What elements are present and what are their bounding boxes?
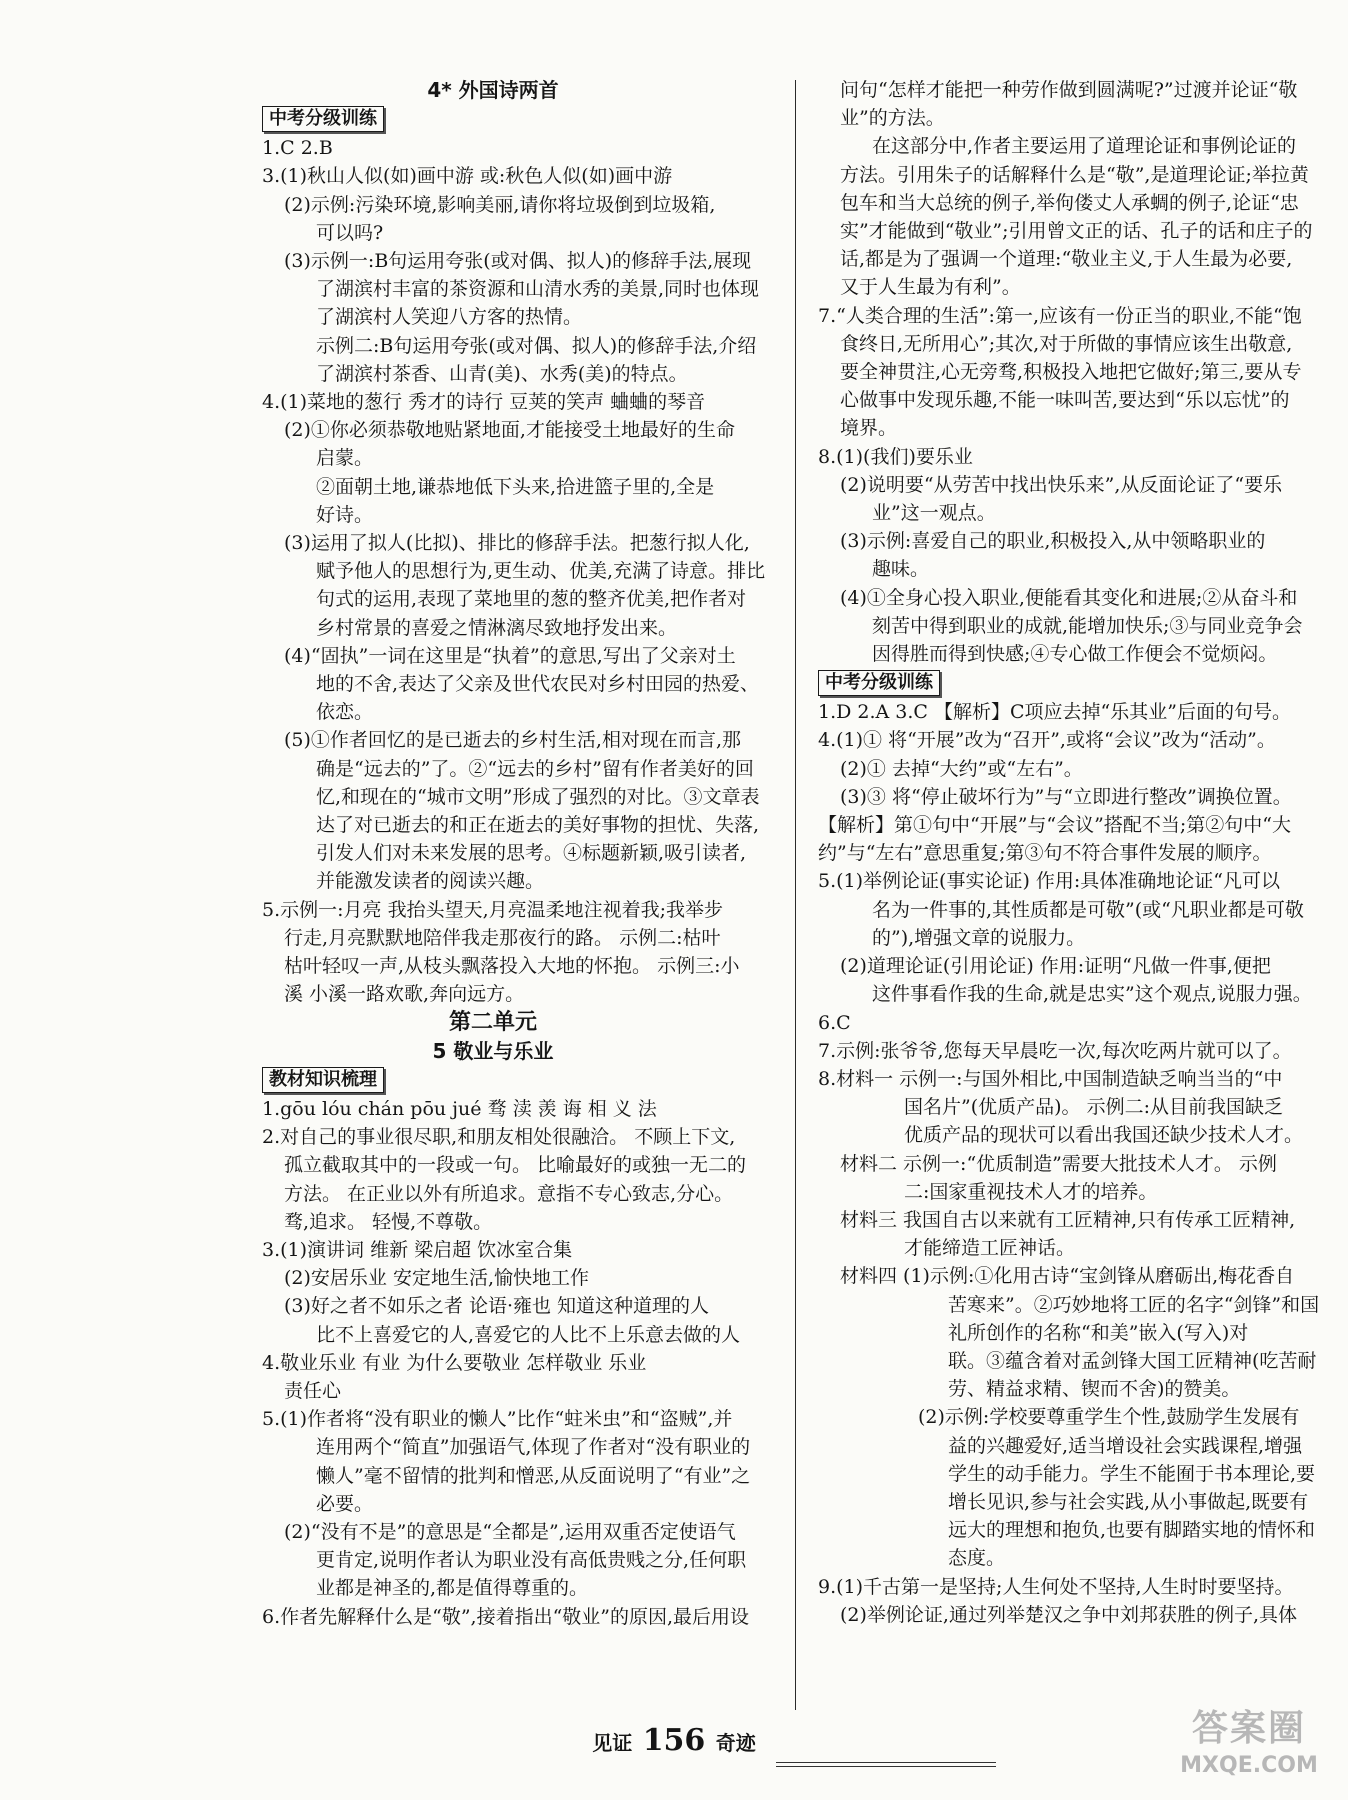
answer-line: (4)“固执”一词在这里是“执着”的意思,写出了父亲对土 bbox=[284, 644, 736, 667]
answer-line: 1.D 2.A 3.C 【解析】C项应去掉“乐其业”后面的句号。 bbox=[818, 701, 1291, 724]
answer-line: 可以吗? bbox=[316, 221, 384, 244]
answer-line: 增长见识,参与社会实践,从小事做起,既要有 bbox=[948, 1490, 1309, 1513]
section-tag-textbook-knowledge: 教材知识梳理 bbox=[262, 1067, 384, 1093]
answer-line: 责任心 bbox=[284, 1379, 342, 1402]
answer-line: 材料二 示例一:“优质制造”需要大批技术人才。 示例 bbox=[840, 1152, 1277, 1175]
answer-line: 5.(1)作者将“没有职业的懒人”比作“蛀米虫”和“盗贼”,并 bbox=[262, 1408, 733, 1431]
answer-line: 材料四 (1)示例:①化用古诗“宝剑锋从磨砺出,梅花香自 bbox=[840, 1265, 1295, 1288]
answer-line: 3.(1)演讲词 维新 梁启超 饮冰室合集 bbox=[262, 1238, 573, 1261]
watermark-url: MXQE.COM bbox=[1180, 1753, 1318, 1778]
answer-line: 益的兴趣爱好,适当增设社会实践课程,增强 bbox=[948, 1434, 1303, 1457]
answer-line: 6.作者先解释什么是“敬”,接着指出“敬业”的原因,最后用设 bbox=[262, 1605, 750, 1628]
answer-line: 4.敬业乐业 有业 为什么要敬业 怎样敬业 乐业 bbox=[262, 1351, 647, 1374]
answer-line: 引发人们对未来发展的思考。④标题新颖,吸引读者, bbox=[316, 842, 747, 865]
answer-line: (4)①全身心投入职业,便能看其变化和进展;②从奋斗和 bbox=[840, 586, 1298, 609]
answer-line: 2.对自己的事业很尽职,和朋友相处很融洽。 不顾上下文, bbox=[262, 1126, 736, 1149]
answer-line: 趣味。 bbox=[872, 558, 930, 581]
answer-line: (2)道理论证(引用论证) 作用:证明“凡做一件事,便把 bbox=[840, 955, 1271, 978]
answer-line: 启蒙。 bbox=[316, 447, 374, 470]
answer-line: 乡村常景的喜爱之情淋漓尽致地抒发出来。 bbox=[316, 616, 678, 639]
answer-line: 行走,月亮默默地陪伴我走那夜行的路。 示例二:枯叶 bbox=[284, 926, 721, 949]
answer-line: 6.C bbox=[818, 1011, 851, 1034]
answer-line: (5)①作者回忆的是已逝去的乡村生活,相对现在而言,那 bbox=[284, 729, 741, 752]
answer-line: (2)说明要“从劳苦中找出快乐来”,从反面论证了“要乐 bbox=[840, 473, 1283, 496]
answer-line: 要全神贯注,心无旁骛,积极投入地把它做好;第三,要从专 bbox=[840, 361, 1302, 384]
answer-line: 必要。 bbox=[316, 1492, 374, 1515]
answer-line: 约”与“左右”意思重复;第③句不符合事件发展的顺序。 bbox=[818, 842, 1272, 865]
answer-line: 在这部分中,作者主要运用了道理论证和事例论证的 bbox=[872, 135, 1297, 158]
left-column bbox=[262, 76, 766, 1631]
answer-line: 这件事看作我的生命,就是忠实”这个观点,说服力强。 bbox=[872, 983, 1312, 1006]
answer-line: 远大的理想和抱负,也要有脚踏实地的情怀和 bbox=[948, 1519, 1316, 1542]
answer-line: 赋予他人的思想行为,更生动、优美,充满了诗意。排比 bbox=[316, 560, 766, 583]
right-column bbox=[818, 76, 1344, 1629]
answer-line: 方法。引用朱子的话解释什么是“敬”,是道理论证;举拉黄 bbox=[840, 163, 1309, 186]
answer-line: 示例二:B句运用夸张(或对偶、拟人)的修辞手法,介绍 bbox=[316, 334, 757, 357]
answer-line: 5.示例一:月亮 我抬头望天,月亮温柔地注视着我;我举步 bbox=[262, 898, 724, 921]
answer-line: 骛,追求。 轻慢,不尊敬。 bbox=[284, 1210, 493, 1233]
footer-brand-right: 奇迹 bbox=[715, 1731, 756, 1755]
answer-line: 确是“远去的”了。②“远去的乡村”留有作者美好的回 bbox=[316, 757, 754, 780]
answer-line: 了湖滨村丰富的茶资源和山清水秀的美景,同时也体现 bbox=[316, 278, 760, 301]
answer-line: 孤立截取其中的一段或一句。 比喻最好的或独一无二的 bbox=[284, 1154, 747, 1177]
answer-line: 7.“人类合理的生活”:第一,应该有一份正当的职业,不能“饱 bbox=[818, 304, 1302, 327]
answer-line: 忆,和现在的“城市文明”形成了强烈的对比。③文章表 bbox=[316, 785, 760, 808]
answer-line: 业都是神圣的,都是值得尊重的。 bbox=[316, 1577, 589, 1600]
answer-line: 优质产品的现状可以看出我国还缺少技术人才。 bbox=[904, 1124, 1304, 1147]
answer-line: (2)举例论证,通过列举楚汉之争中刘邦获胜的例子,具体 bbox=[840, 1603, 1297, 1626]
watermark-text: 答案圈 bbox=[1191, 1708, 1306, 1749]
answer-line: 了湖滨村茶香、山青(美)、水秀(美)的特点。 bbox=[316, 362, 688, 385]
answer-line: 食终日,无所用心”;其次,对于所做的事情应该生出敬意, bbox=[840, 332, 1293, 355]
answer-line: 业”这一观点。 bbox=[872, 502, 996, 525]
lesson-title: 5 敬业与乐业 bbox=[432, 1038, 554, 1063]
answer-line: (3)运用了拟人(比拟)、排比的修辞手法。把葱行拟人化, bbox=[284, 532, 750, 555]
answer-line: 5.(1)举例论证(事实论证) 作用:具体准确地论证“凡可以 bbox=[818, 870, 1281, 893]
answer-line: 并能激发读者的阅读兴趣。 bbox=[316, 870, 545, 893]
answer-line: 句式的运用,表现了菜地里的葱的整齐优美,把作者对 bbox=[316, 588, 747, 611]
answer-line: (2)① 去掉“大约”或“左右”。 bbox=[840, 757, 1083, 780]
answer-line: 9.(1)千古第一是坚持;人生何处不坚持,人生时时要坚持。 bbox=[818, 1575, 1294, 1598]
answer-line: 1.C 2.B bbox=[262, 137, 333, 160]
answer-line: 苦寒来”。②巧妙地将工匠的名字“剑锋”和国 bbox=[948, 1293, 1320, 1316]
answer-line: 溪 小溪一路欢歌,奔向远方。 bbox=[284, 983, 525, 1006]
answer-line: 4.(1)菜地的葱行 秀才的诗行 豆荚的笑声 蛐蛐的琴音 bbox=[262, 391, 706, 414]
answer-line: (2)示例:学校要尊重学生个性,鼓励学生发展有 bbox=[918, 1406, 1300, 1429]
answer-line: 方法。 在正业以外有所追求。意指不专心致志,分心。 bbox=[284, 1182, 734, 1205]
answer-line: 4.(1)① 将“开展”改为“召开”,或将“会议”改为“活动”。 bbox=[818, 729, 1276, 752]
answer-line: (2)安居乐业 安定地生活,愉快地工作 bbox=[284, 1267, 589, 1290]
answer-line: 7.示例:张爷爷,您每天早晨吃一次,每次吃两片就可以了。 bbox=[818, 1039, 1292, 1062]
answer-line: 又于人生最为有利”。 bbox=[840, 276, 1021, 299]
answer-line: 刻苦中得到职业的成就,能增加快乐;③与同业竞争会 bbox=[872, 614, 1303, 637]
answer-line: 8.(1)(我们)要乐业 bbox=[818, 445, 973, 468]
answer-line: 懒人”毫不留情的批判和憎恶,从反面说明了“有业”之 bbox=[316, 1464, 751, 1487]
answer-line: 心做事中发现乐趣,不能一味叫苦,要达到“乐以忘忧”的 bbox=[840, 389, 1290, 412]
answer-line: 国名片”(优质产品)。 示例二:从目前我国缺乏 bbox=[904, 1096, 1283, 1119]
answer-line: 依恋。 bbox=[316, 701, 374, 724]
answer-line: 地的不舍,表达了父亲及世代农民对乡村田园的热爱、 bbox=[316, 673, 760, 696]
section-tag-graded-training: 中考分级训练 bbox=[818, 670, 940, 696]
answer-line: (3)示例一:B句运用夸张(或对偶、拟人)的修辞手法,展现 bbox=[284, 250, 752, 273]
answer-line: (2)①你必须恭敬地贴紧地面,才能接受土地最好的生命 bbox=[284, 419, 735, 442]
answer-line: (3)③ 将“停止破坏行为”与“立即进行整改”调换位置。 bbox=[840, 785, 1292, 808]
answer-line: 更肯定,说明作者认为职业没有高低贵贱之分,任何职 bbox=[316, 1549, 747, 1572]
answer-line: ②面朝土地,谦恭地低下头来,拾进篮子里的,全是 bbox=[316, 475, 715, 498]
answer-line: 态度。 bbox=[948, 1547, 1006, 1570]
watermark-logo bbox=[1164, 1706, 1334, 1792]
unit-title: 第二单元 bbox=[448, 1009, 537, 1035]
answer-line: 8.材料一 示例一:与国外相比,中国制造缺乏响当当的“中 bbox=[818, 1067, 1283, 1090]
answer-line: 才能缔造工匠神话。 bbox=[904, 1237, 1076, 1260]
answer-line: 达了对已逝去的和正在逝去的美好事物的担忧、失落, bbox=[316, 814, 760, 837]
answer-line: (3)好之者不如乐之者 论语·雍也 知道这种道理的人 bbox=[284, 1295, 710, 1318]
answer-line: (2)“没有不是”的意思是“全都是”,运用双重否定使语气 bbox=[284, 1520, 736, 1543]
section-tag-graded-training: 中考分级训练 bbox=[262, 106, 384, 132]
poem-title: 4* 外国诗两首 bbox=[427, 78, 559, 102]
answer-line: 了湖滨村人笑迎八方客的热情。 bbox=[316, 306, 583, 329]
footer-brand-left: 见证 bbox=[592, 1731, 633, 1755]
answer-line: 1.gōu lóu chán pōu jué 骛 渎 羡 诲 相 义 法 bbox=[262, 1097, 657, 1120]
answer-line: 材料三 我国自古以来就有工匠精神,只有传承工匠精神, bbox=[840, 1208, 1296, 1231]
answer-line: 包车和当大总统的例子,举佝偻丈人承蜩的例子,论证“忠 bbox=[840, 191, 1299, 214]
answer-line: 话,都是为了强调一个道理:“敬业主义,于人生最为必要, bbox=[840, 248, 1293, 271]
answer-line: 的”),增强文章的说服力。 bbox=[872, 926, 1086, 949]
answer-line: 连用两个“简直”加强语气,体现了作者对“没有职业的 bbox=[316, 1436, 751, 1459]
answer-line: 业”的方法。 bbox=[840, 107, 945, 130]
answer-line: 实”才能做到“敬业”;引用曾文正的话、孔子的话和庄子的 bbox=[840, 220, 1313, 243]
answer-line: (2)示例:污染环境,影响美丽,请你将垃圾倒到垃圾箱, bbox=[284, 193, 716, 216]
answer-line: 礼所创作的名称“和美”嵌入(写入)对 bbox=[948, 1321, 1249, 1344]
answer-line: 枯叶轻叹一声,从枝头飘落投入大地的怀抱。 示例三:小 bbox=[284, 955, 740, 978]
answer-line: 比不上喜爱它的人,喜爱它的人比不上乐意去做的人 bbox=[316, 1323, 741, 1346]
answer-line: 【解析】第①句中“开展”与“会议”搭配不当;第②句中“大 bbox=[818, 814, 1291, 837]
answer-line: 境界。 bbox=[840, 417, 898, 440]
answer-line: 名为一件事的,其性质都是可敬”(或“凡职业都是可敬 bbox=[872, 898, 1304, 921]
page-footer bbox=[0, 1723, 1348, 1758]
answer-line: 好诗。 bbox=[316, 503, 374, 526]
footer-underline bbox=[776, 1762, 996, 1767]
page-number: 156 bbox=[642, 1723, 706, 1758]
answer-line: 二:国家重视技术人才的培养。 bbox=[904, 1180, 1158, 1203]
answer-line: 3.(1)秋山人似(如)画中游 或:秋色人似(如)画中游 bbox=[262, 165, 673, 188]
answer-line: (3)示例:喜爱自己的职业,积极投入,从中领略职业的 bbox=[840, 530, 1266, 553]
column-divider bbox=[795, 80, 796, 1710]
answer-line: 联。③蕴含着对孟剑锋大国工匠精神(吃苦耐 bbox=[948, 1349, 1317, 1372]
answer-line: 劳、精益求精、锲而不舍)的赞美。 bbox=[948, 1378, 1241, 1401]
answer-line: 因得胜而得到快感;④专心做工作便会不觉烦闷。 bbox=[872, 643, 1278, 666]
answer-line: 学生的动手能力。学生不能囿于书本理论,要 bbox=[948, 1462, 1316, 1485]
answer-line: 问句“怎样才能把一种劳作做到圆满呢?”过渡并论证“敬 bbox=[840, 79, 1298, 101]
